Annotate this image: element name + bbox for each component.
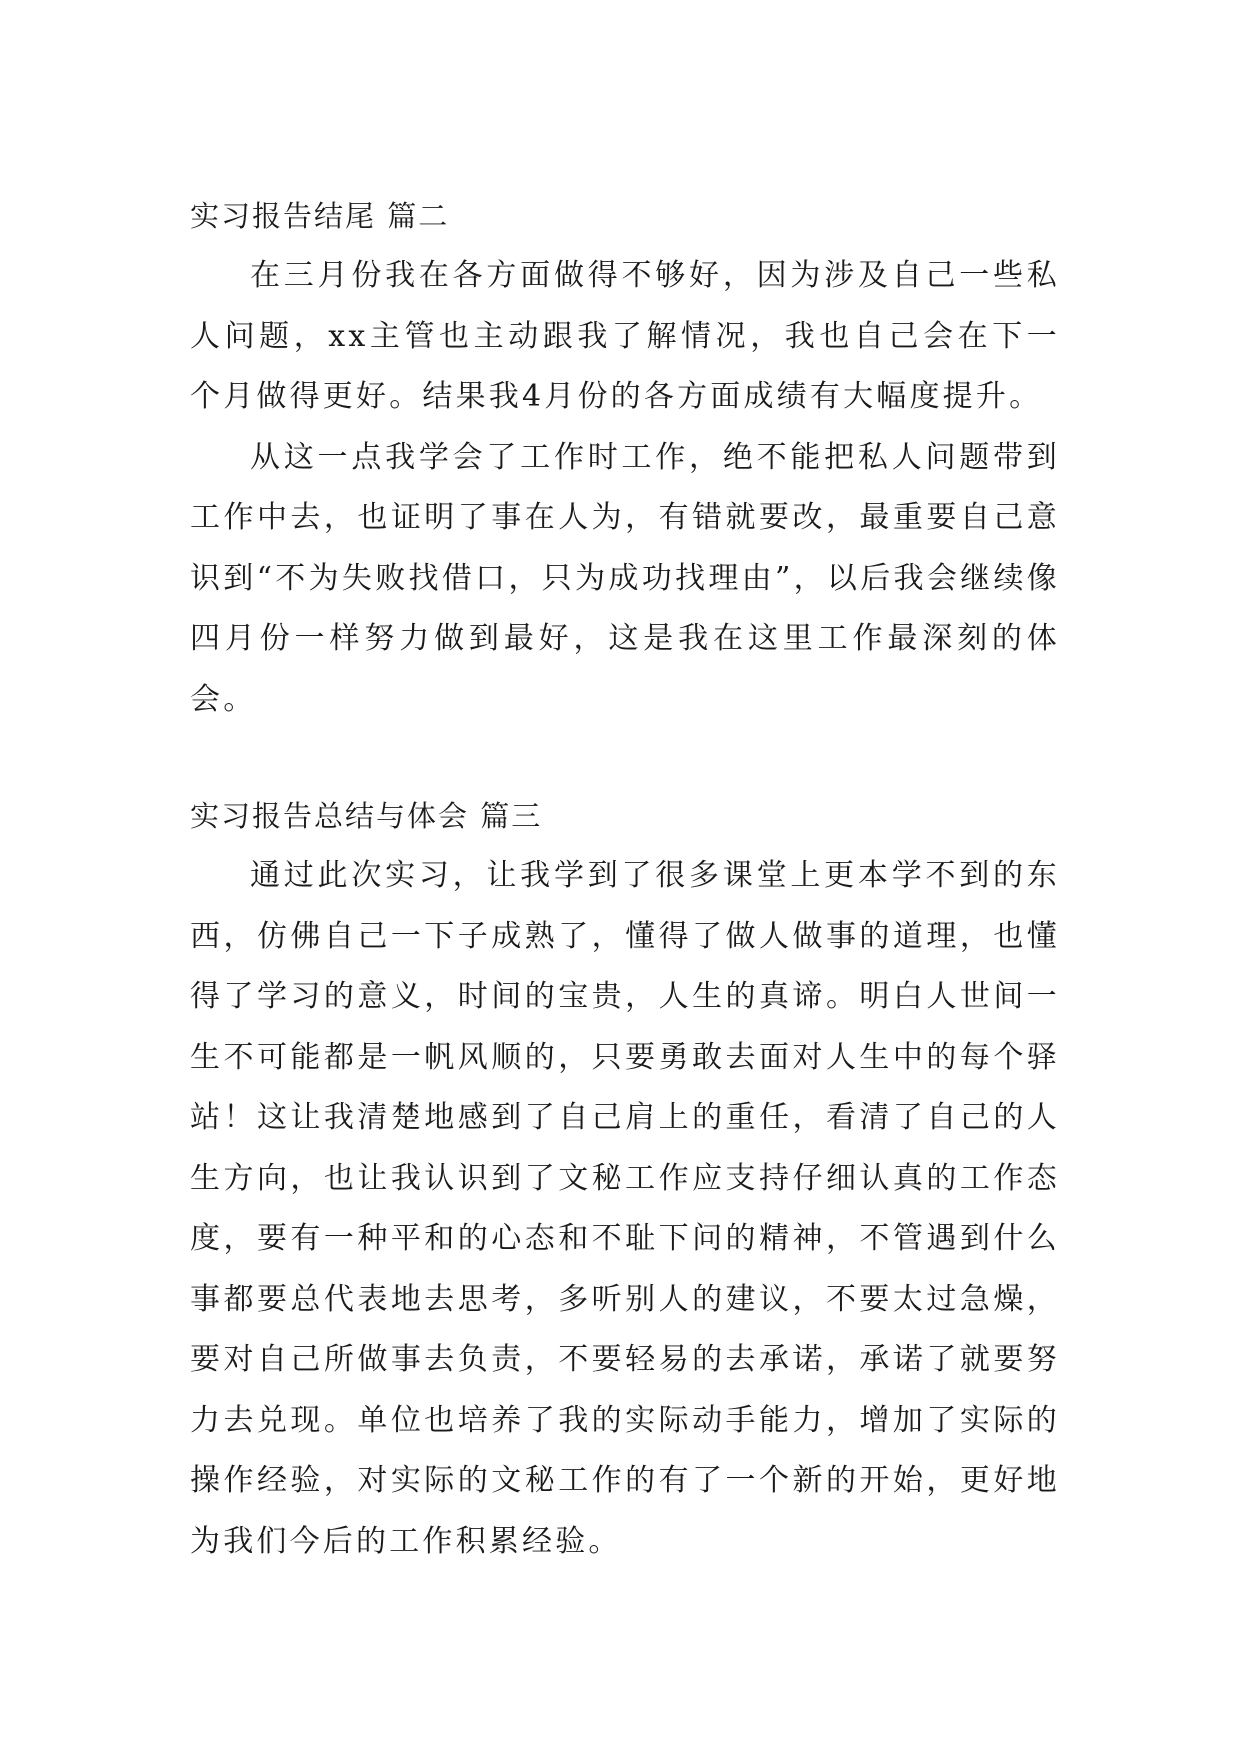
section-part-three (190, 786, 1060, 1572)
paragraph: 在三月份我在各方面做得不够好，因为涉及自己一些私人问题，xx主管也主动跟我了解情况，我也自己会在下一个月做得更好。结果我4月份的各方面成绩有大幅度提升。 (190, 258, 1060, 414)
paragraph: 通过此次实习，让我学到了很多课堂上更本学不到的东西，仿佛自己一下子成熟了，懂得了做人做事的道理，也懂得了学习的意义，时间的宝贵，人生的真谛。明白人世间一生不可能都是一帆风顺的，只要勇敢去面对人生中的每个驿站！这让我清楚地感到了自己肩上的重任，看清了自己的人生方向，也让我认识到了文秘工作应支持仔细认真的工作态度，要有一种平和的心态和不耻下问的精神，不管遇到什么事都要总代表地去思考，多听别人的建议，不要太过急燥，要对自己所做事去负责，不要轻易的去承诺，承诺了就要努力去兑现。单位也培养了我的实际动手能力，增加了实际的操作经验，对实际的文秘工作的有了一个新的开始，更好地为我们今后的工作积累经验。 (190, 858, 1060, 1559)
section-part-two (190, 186, 1060, 730)
section-heading: 实习报告结尾 篇二 (190, 199, 450, 233)
section-heading: 实习报告总结与体会 篇三 (190, 799, 543, 833)
paragraph: 从这一点我学会了工作时工作，绝不能把私人问题带到工作中去，也证明了事在人为，有错就要改，最重要自己意识到“不为失败找借口，只为成功找理由”，以后我会继续像四月份一样努力做到最好，这是我在这里工作最深刻的体会。 (190, 439, 1060, 717)
